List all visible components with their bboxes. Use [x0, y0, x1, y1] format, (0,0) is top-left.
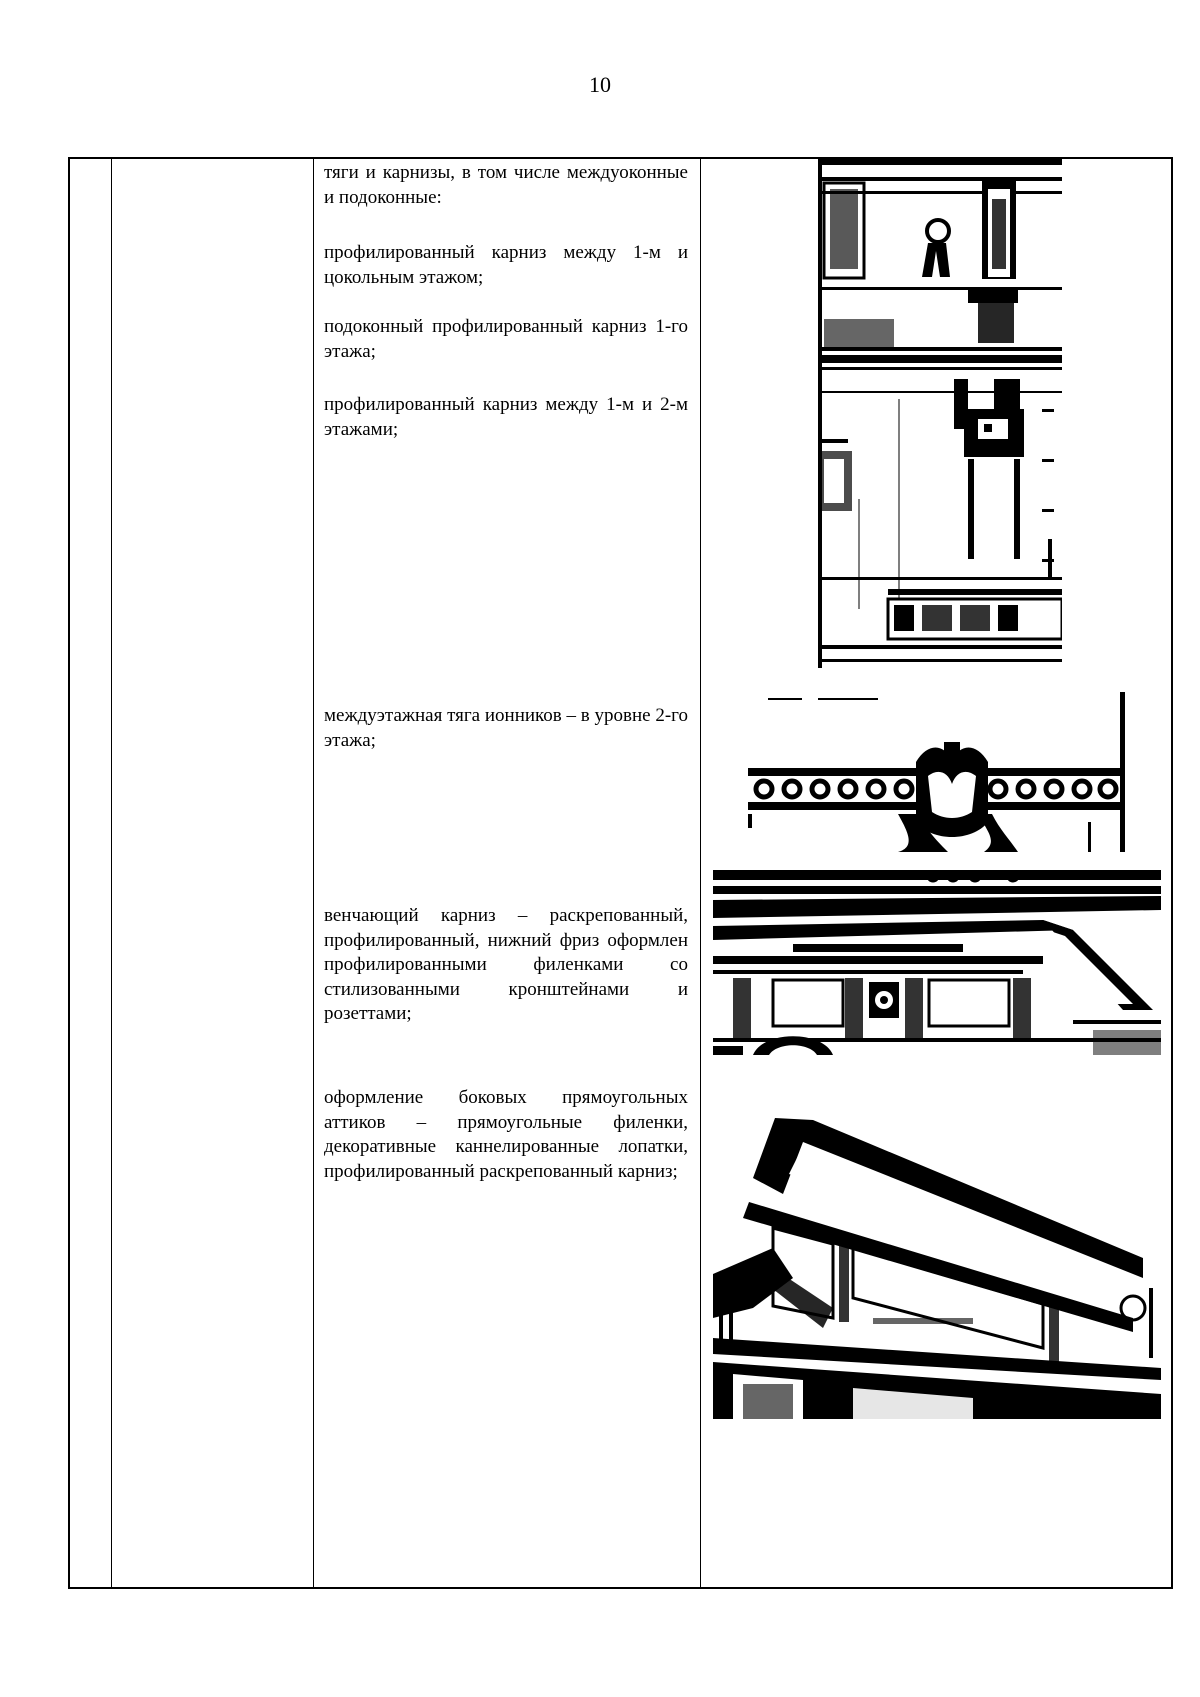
entry-intro: тяги и карнизы, в том числе междуоконные и подоконные:: [324, 162, 688, 208]
column-divider-2: [313, 157, 314, 1589]
entry-attics: оформление боковых прямоугольных аттиков – прямоугольные филенки, декоративные каннелированные лопатки, профилированный раскрепованный карниз;: [324, 1087, 688, 1182]
page-number: 10: [589, 72, 611, 97]
entry-crowning-cornice: венчающий карниз – раскрепованный, профилированный, нижний фриз оформлен профилированными филенками со стилизованными кронштейнами и розеттами;: [324, 905, 688, 1024]
crowning-cornice-photo: [713, 870, 1161, 1055]
entry-first-second-floor-cornice: профилированный карниз между 1-м и 2-м этажами;: [324, 394, 688, 440]
column-divider-1: [111, 157, 112, 1589]
attic-photo: [713, 1118, 1161, 1419]
entry-sill-cornice: подоконный профилированный карниз 1-го этажа;: [324, 316, 688, 362]
entry-ionic-band: междуэтажная тяга ионников – в уровне 2-го этажа;: [324, 705, 688, 751]
facade-photo: [818, 159, 1062, 668]
entry-plinth-cornice: профилированный карниз между 1-м и цокольным этажом;: [324, 242, 688, 288]
ionic-frieze-photo: [748, 692, 1130, 852]
column-divider-3: [700, 157, 701, 1589]
